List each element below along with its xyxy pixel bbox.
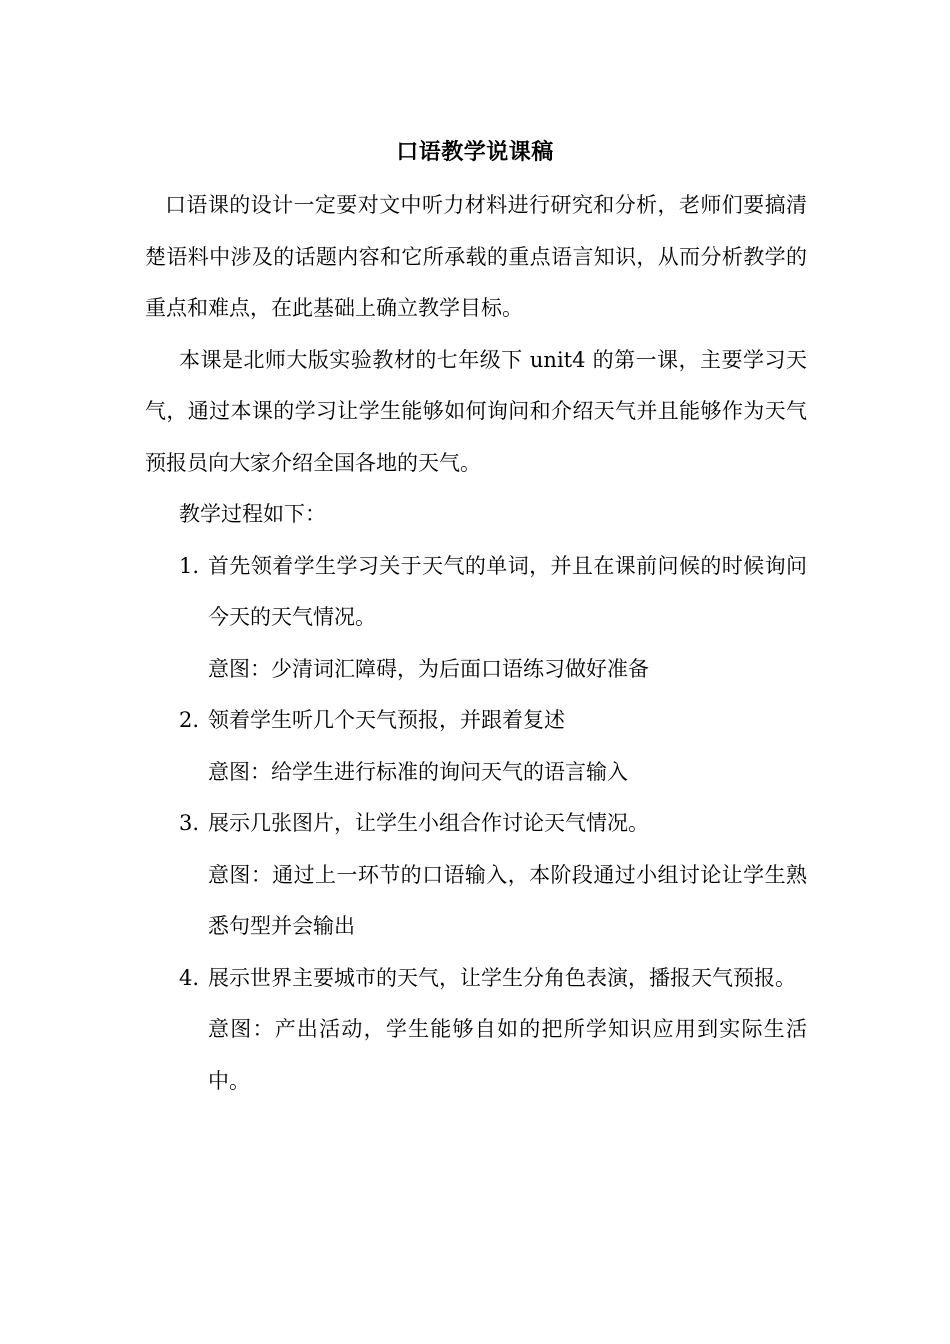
step-description: 展示几张图片，让学生小组合作讨论天气情况。 [208, 811, 649, 835]
step-number: 3. [179, 811, 200, 835]
intro-paragraph: 口语课的设计一定要对文中听力材料进行研究和分析，老师们要搞清楚语料中涉及的话题内容和它所承载的重点语言知识，从而分析教学的重点和难点，在此基础上确立教学目标。 [145, 193, 807, 320]
process-heading: 教学过程如下： [179, 502, 326, 526]
step-text [145, 953, 807, 1005]
lesson-paragraph: 本课是北师大版实验教材的七年级下 unit4 的第一课，主要学习天气，通过本课的学习让学生能够如何询问和介绍天气并且能够作为天气预报员向大家介绍全国各地的天气。 [145, 347, 807, 475]
step-text [145, 798, 807, 850]
step-intent: 意图：通过上一环节的口语输入，本阶段通过小组讨论让学生熟悉句型并会输出 [208, 862, 807, 938]
step-text [145, 541, 807, 644]
step-number: 4. [179, 965, 200, 990]
document-body [145, 180, 807, 1107]
step-description: 首先领着学生学习关于天气的单词，并且在课前问候的时候询问今天的天气情况。 [208, 553, 807, 629]
step-number: 1. [179, 553, 200, 578]
step-description: 展示世界主要城市的天气，让学生分角色表演，播报天气预报。 [208, 965, 796, 990]
step-text [145, 695, 807, 747]
step-intent: 意图：产出活动，学生能够自如的把所学知识应用到实际生活中。 [208, 1017, 807, 1093]
step-intent: 意图：给学生进行标准的询问天气的语言输入 [208, 759, 628, 784]
step-number: 2. [179, 708, 200, 732]
process-steps-list [145, 541, 807, 1108]
process-step [145, 541, 807, 696]
process-step [145, 798, 807, 953]
step-intent: 意图：少清词汇障碍，为后面口语练习做好准备 [208, 656, 649, 681]
step-description: 领着学生听几个天气预报，并跟着复述 [208, 708, 565, 732]
process-step [145, 695, 807, 798]
process-step [145, 953, 807, 1108]
document-title: 口语教学说课稿 [396, 139, 554, 165]
